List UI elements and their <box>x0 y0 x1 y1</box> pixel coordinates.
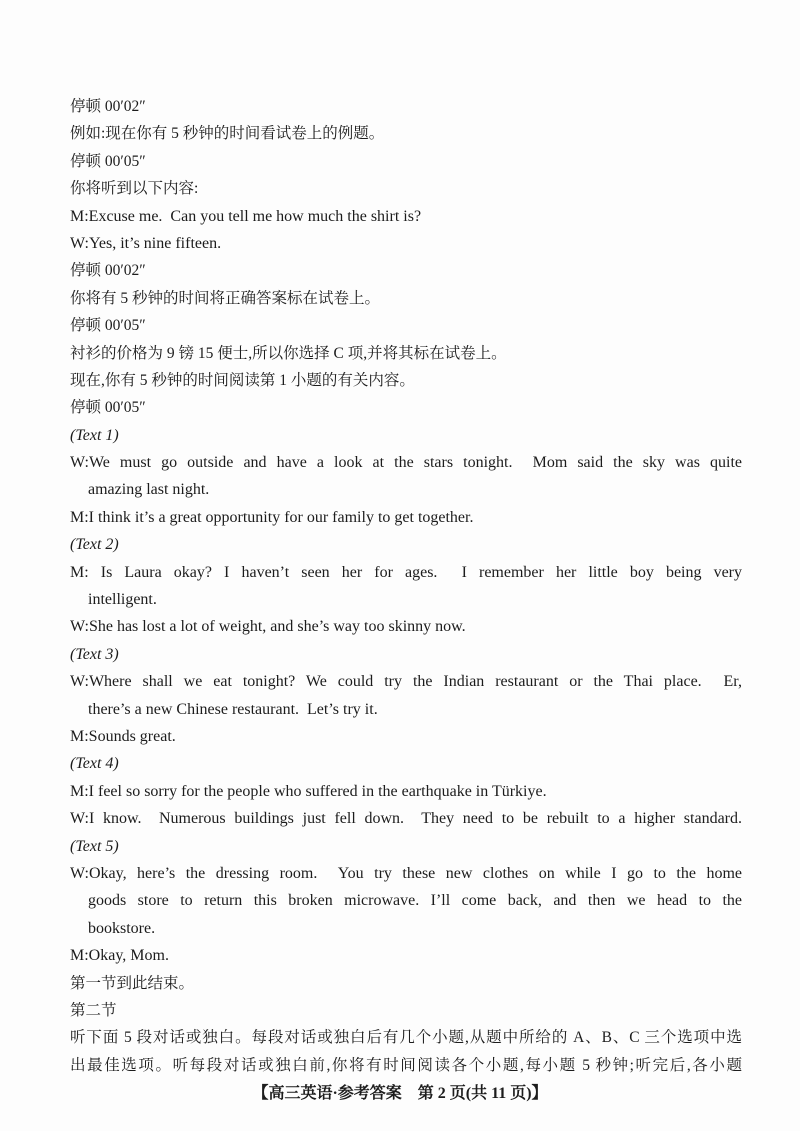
narration-line: 你将有 5 秒钟的时间将正确答案标在试卷上。 <box>70 289 381 307</box>
pause-line: 停顿 00′05″ <box>70 399 146 417</box>
text-label-line: (Text 1) <box>70 426 119 444</box>
text-label-line: (Text 3) <box>70 645 119 663</box>
listening-script <box>70 93 742 1079</box>
text-label-line: (Text 4) <box>70 755 119 773</box>
pause-line: 停顿 00′05″ <box>70 152 146 170</box>
section-line: 第一节到此结束。 <box>70 974 195 992</box>
dialogue-line: M:Okay, Mom. <box>70 947 169 965</box>
dialogue-line: M: Is Laura okay? I haven’t seen her for ages. I remember her little boy being very <box>70 563 742 581</box>
narration-line: 听下面 5 段对话或独白。每段对话或独白后有几个小题,从题中所给的 A、B、C 三个选项中选 <box>70 1029 742 1047</box>
narration-line: 你将听到以下内容: <box>70 180 199 198</box>
pause-line: 停顿 00′02″ <box>70 98 146 115</box>
narration-line: 衬衫的价格为 9 镑 15 便士,所以你选择 C 项,并将其标在试卷上。 <box>70 344 507 362</box>
narration-line: 例如:现在你有 5 秒钟的时间看试卷上的例题。 <box>70 125 385 143</box>
text-label-line: (Text 5) <box>70 837 119 855</box>
dialogue-line: W:We must go outside and have a look at the stars tonight. Mom said the sky was quite <box>70 454 742 472</box>
dialogue-line: M:I feel so sorry for the people who suffered in the earthquake in Türkiye. <box>70 782 547 800</box>
pause-line: 停顿 00′05″ <box>70 317 146 335</box>
section-line: 第二节 <box>70 1001 117 1019</box>
dialogue-line: bookstore. <box>88 919 156 937</box>
dialogue-line: amazing last night. <box>88 481 210 499</box>
narration-line: 现在,你有 5 秒钟的时间阅读第 1 小题的有关内容。 <box>70 371 415 389</box>
dialogue-line: intelligent. <box>88 591 157 609</box>
dialogue-line: W:Yes, it’s nine fifteen. <box>70 234 222 252</box>
dialogue-line: W:I know. Numerous buildings just fell down. They need to be rebuilt to a higher standard. <box>70 810 742 828</box>
page-footer: 【高三英语·参考答案 第 2 页(共 11 页)】 <box>252 1085 548 1102</box>
text-label-line: (Text 2) <box>70 536 119 554</box>
dialogue-line: W:Okay, here’s the dressing room. You try these new clothes on while I go to the home <box>70 864 742 882</box>
narration-line: 出最佳选项。听每段对话或独白前,你将有时间阅读各个小题,每小题 5 秒钟;听完后,各小题 <box>70 1056 742 1074</box>
dialogue-line: M:I think it’s a great opportunity for our family to get together. <box>70 508 474 526</box>
dialogue-line: M:Sounds great. <box>70 727 176 745</box>
dialogue-line: there’s a new Chinese restaurant. Let’s try it. <box>88 700 378 718</box>
dialogue-line: M:Excuse me. Can you tell me how much the shirt is? <box>70 207 422 225</box>
dialogue-line: goods store to return this broken microwave. I’ll come back, and then we head to the <box>88 892 742 910</box>
pause-line: 停顿 00′02″ <box>70 262 146 280</box>
dialogue-line: W:She has lost a lot of weight, and she’s way too skinny now. <box>70 618 466 636</box>
dialogue-line: W:Where shall we eat tonight? We could try the Indian restaurant or the Thai place. Er, <box>70 673 742 691</box>
